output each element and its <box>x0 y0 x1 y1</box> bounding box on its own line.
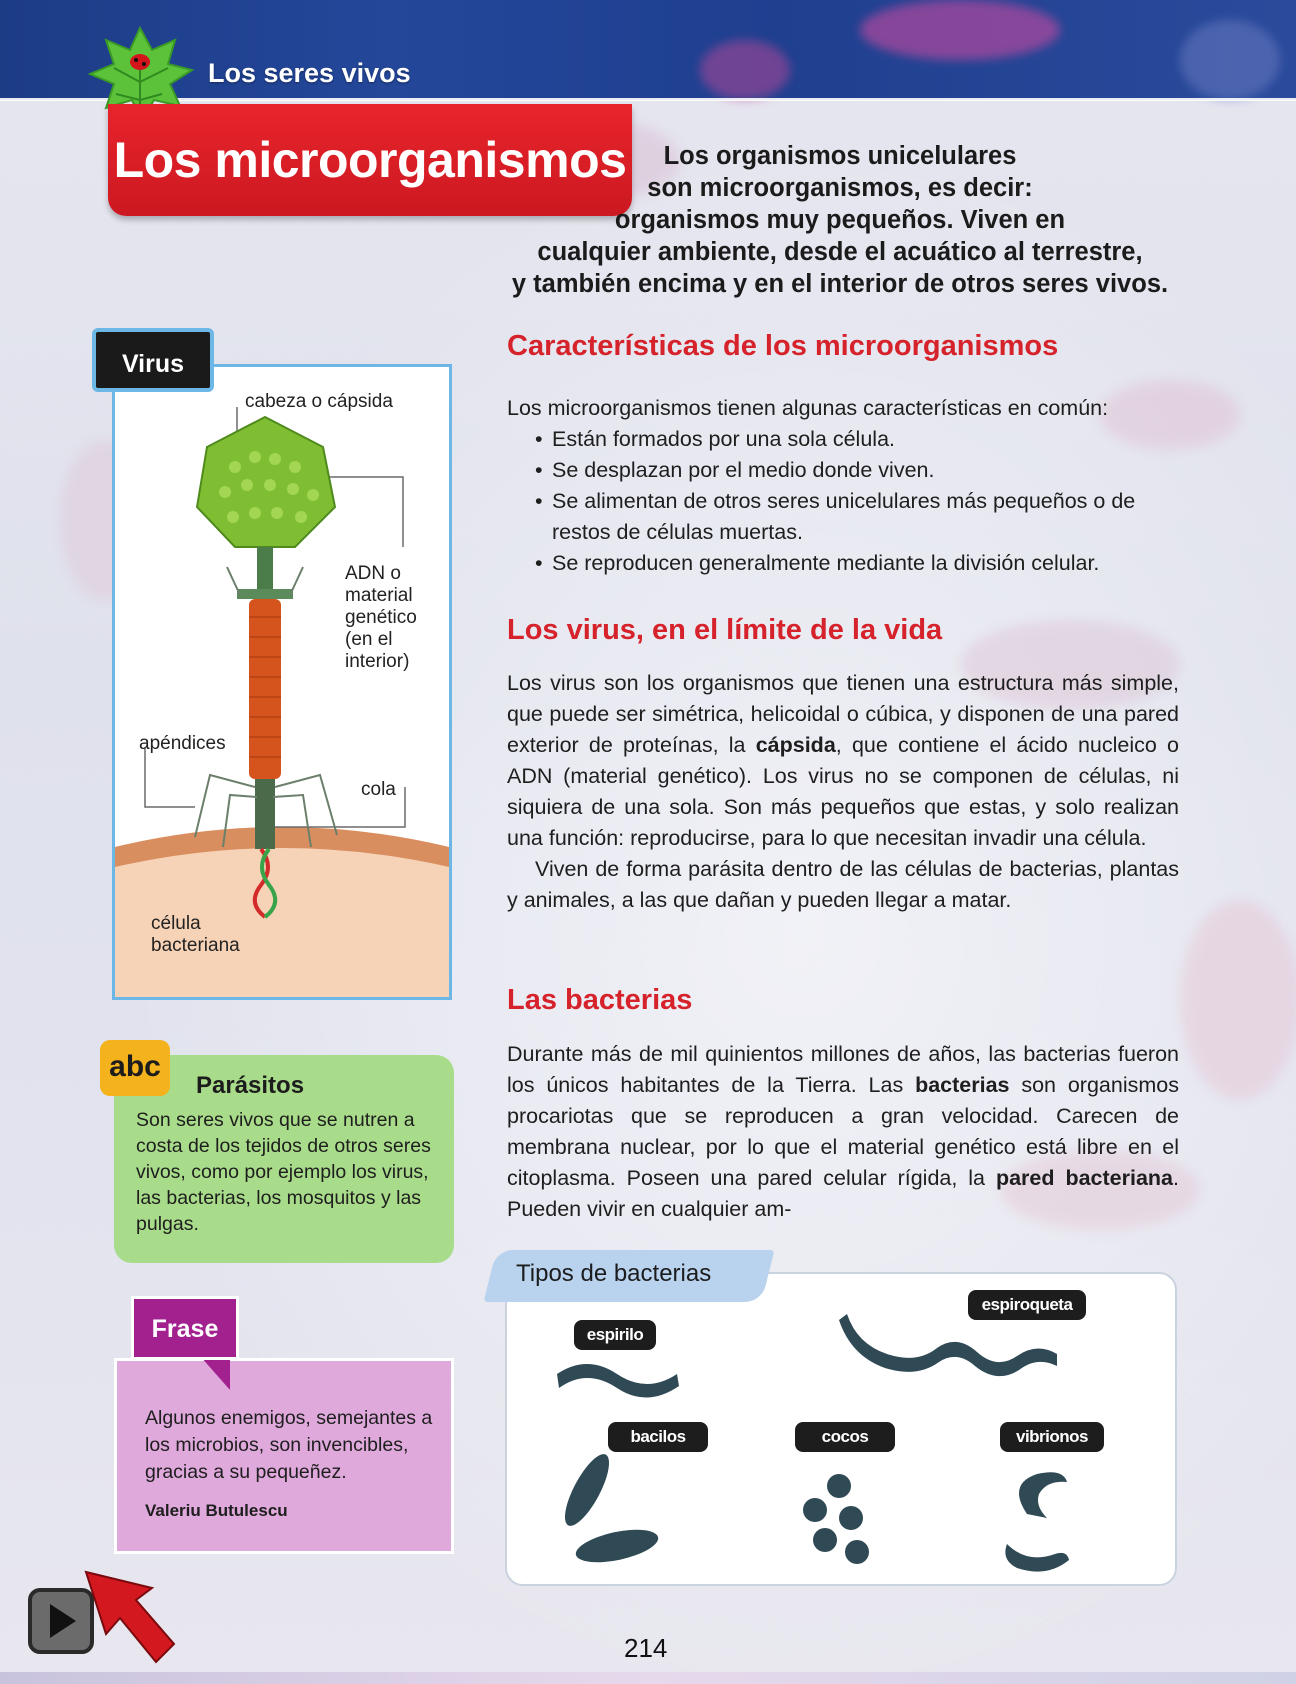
virus-paragraph-1 <box>507 668 1179 854</box>
virus-diagram-panel <box>112 364 452 1000</box>
text-run: . Pueden vivir en cualquier am- <box>507 1166 1179 1221</box>
bottom-bar <box>0 1672 1296 1684</box>
text-run: Durante más de mil quinientos millones de años, las bacterias fueron los únicos habitantes de la Tierra. Las <box>507 1042 1179 1097</box>
label-bacilos: bacilos <box>608 1422 708 1452</box>
text-run: Los virus son los organismos que tienen una estructura más simple, que puede ser simétrica, helicoidal o cúbica, y disponen de una pared exterior de proteínas, la <box>507 671 1179 757</box>
espiroqueta-shape <box>839 1314 1057 1376</box>
text-run: , que contiene el ácido nucleico o ADN (material genético). Los virus no se componen de células, ni siquiera de una sola. Son más pequeños que estas, y solo realizan una función: reproducirse, para lo que necesitan invadir una célula. <box>507 733 1179 850</box>
label-cabeza: cabeza o cápsida <box>245 391 393 412</box>
intro-text <box>480 140 1200 300</box>
label-line: bacteriana <box>151 935 240 956</box>
label-vibrionos: vibrionos <box>1000 1422 1104 1452</box>
bold-term: pared bacteriana <box>995 1166 1174 1190</box>
bacterias-paragraph <box>507 1039 1179 1225</box>
band-microbe <box>860 0 1060 60</box>
label-line: ADN o <box>345 563 401 584</box>
label-espirilo: espirilo <box>574 1320 656 1350</box>
caracteristicas-body <box>507 393 1179 579</box>
list-item: • Se desplazan por el medio donde viven. <box>507 455 1179 486</box>
band-microbe <box>700 40 790 100</box>
section-label: Los seres vivos <box>208 58 411 88</box>
caracteristicas-lead: Los microorganismos tienen algunas características en común: <box>507 396 1109 420</box>
frase-tail <box>200 1356 230 1390</box>
intro-line: son microorganismos, es decir: <box>647 174 1033 202</box>
frase-text: Algunos enemigos, semejantes a los microbios, son invencibles, gracias a su pequeñez. <box>145 1407 433 1483</box>
caracteristicas-list <box>507 424 1179 579</box>
list-item: • Se alimentan de otros seres unicelulares más pequeños o de restos de células muertas. <box>507 486 1179 548</box>
bacterias-body <box>507 1039 1179 1225</box>
heading-caracteristicas: Características de los microorganismos <box>507 330 1059 362</box>
label-line: célula <box>151 913 201 934</box>
virus-paragraph-2: Viven de forma parásita dentro de las células de bacterias, plantas y animales, a las que dañan y pueden llegar a matar. <box>507 857 1179 912</box>
vibrion-shape <box>1005 1544 1069 1572</box>
heading-virus: Los virus, en el límite de la vida <box>507 614 943 646</box>
red-arrow-icon <box>82 1568 182 1668</box>
coco-shape <box>827 1474 851 1498</box>
label-cola: cola <box>361 779 396 800</box>
coco-shape <box>845 1540 869 1564</box>
label-apendices: apéndices <box>139 733 226 754</box>
label-line: genético <box>345 607 417 628</box>
page-number: 214 <box>624 1633 668 1663</box>
intro-line: Los organismos unicelulares <box>663 142 1017 170</box>
list-item: • Se reproducen generalmente mediante la división celular. <box>507 548 1179 579</box>
coco-shape <box>813 1528 837 1552</box>
text-run: son organismos procariotas que se reproducen a gran velocidad. Carecen de membrana nuclear, por lo que el material genético está libre en el citoplasma. Poseen una pared celular rígida, la <box>507 1073 1179 1190</box>
intro-line: organismos muy pequeños. Viven en <box>614 206 1066 234</box>
parasitos-title: Parásitos <box>196 1072 305 1099</box>
label-line: material <box>345 585 413 606</box>
list-item: • Están formados por una sola célula. <box>507 424 1179 455</box>
espirilo-shape <box>557 1364 679 1398</box>
label-cocos: cocos <box>795 1422 895 1452</box>
bg-microbe-blob <box>1180 900 1296 1100</box>
vibrion-shape <box>1019 1472 1067 1518</box>
frase-author: Valeriu Butulescu <box>145 1501 288 1520</box>
parasitos-text: Son seres vivos que se nutren a costa de los tejidos de otros seres vivos, como por ejemplo los virus, las bacterias, los mosquitos y las pulgas. <box>136 1109 431 1235</box>
bacteriophage-illustration <box>115 367 449 997</box>
virus-tag: Virus <box>92 328 214 392</box>
bold-term: cápsida <box>755 733 836 757</box>
label-espiroqueta: espiroqueta <box>968 1290 1086 1320</box>
ladybug-icon <box>130 54 150 70</box>
label-celula <box>151 913 240 957</box>
coco-shape <box>839 1506 863 1530</box>
bacilo-shape <box>557 1449 618 1532</box>
page-title: Los microorganismos <box>108 104 632 216</box>
label-line: (en el <box>345 629 393 650</box>
band-microbe <box>1180 20 1280 100</box>
label-adn <box>345 563 417 673</box>
intro-line: cualquier ambiente, desde el acuático al terrestre, <box>537 238 1143 266</box>
intro-line: y también encima y en el interior de otros seres vivos. <box>511 270 1169 298</box>
bold-term: bacterias <box>915 1073 1010 1097</box>
label-line: interior) <box>345 651 410 672</box>
frase-tag: Frase <box>131 1296 239 1360</box>
bacilo-shape <box>573 1524 661 1569</box>
virus-body <box>507 668 1179 916</box>
abc-badge: abc <box>100 1040 170 1096</box>
heading-bacterias: Las bacterias <box>507 984 693 1016</box>
bacteria-tab-title: Tipos de bacterias <box>516 1260 712 1287</box>
coco-shape <box>803 1498 827 1522</box>
